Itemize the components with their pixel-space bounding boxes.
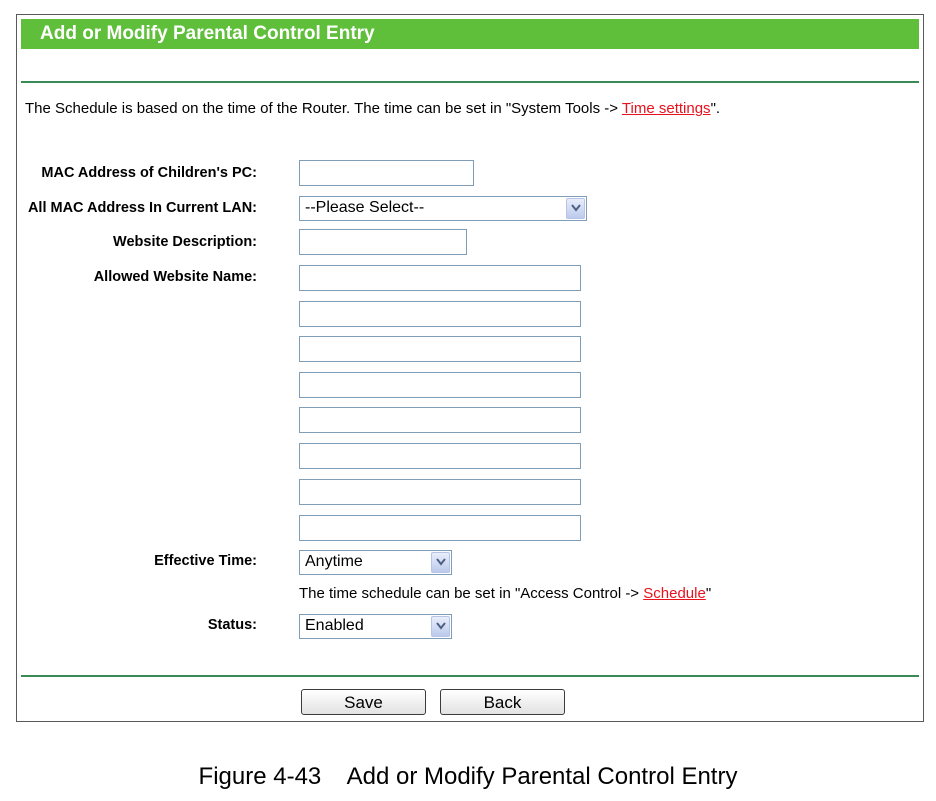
allowed-website-input-3[interactable] xyxy=(299,336,581,362)
time-settings-link[interactable]: Time settings xyxy=(621,100,711,117)
chevron-down-icon[interactable] xyxy=(431,552,450,573)
divider-top xyxy=(21,81,919,83)
info-suffix: ". xyxy=(710,100,721,117)
allowed-website-label: Allowed Website Name: xyxy=(93,269,257,285)
schedule-note-text xyxy=(299,585,711,602)
all-mac-label: All MAC Address In Current LAN: xyxy=(27,200,257,216)
status-label: Status: xyxy=(207,617,257,633)
back-button[interactable]: Back xyxy=(440,689,565,715)
chevron-down-icon[interactable] xyxy=(431,616,450,637)
divider-bottom xyxy=(21,675,919,677)
effective-time-select[interactable] xyxy=(299,550,452,575)
chevron-down-icon[interactable] xyxy=(566,198,585,219)
info-prefix: The Schedule is based on the time of the Router. The time can be set in "System Tools -> xyxy=(25,100,622,117)
effective-time-selected: Anytime xyxy=(305,553,363,570)
allowed-website-input-6[interactable] xyxy=(299,443,581,469)
website-description-label: Website Description: xyxy=(113,234,257,250)
all-mac-selected: --Please Select-- xyxy=(305,199,425,216)
allowed-website-input-4[interactable] xyxy=(299,372,581,398)
schedule-link[interactable]: Schedule xyxy=(643,585,706,602)
status-selected: Enabled xyxy=(305,617,364,634)
website-description-input[interactable] xyxy=(299,229,467,255)
allowed-website-input-8[interactable] xyxy=(299,515,581,541)
figure-caption: Figure 4-43 Add or Modify Parental Control Entry xyxy=(198,763,738,790)
allowed-website-input-7[interactable] xyxy=(299,479,581,505)
page-title: Add or Modify Parental Control Entry xyxy=(21,19,919,49)
mac-address-input[interactable] xyxy=(299,160,474,186)
schedule-info-text xyxy=(25,100,720,117)
status-select[interactable] xyxy=(299,614,452,639)
allowed-website-input-1[interactable] xyxy=(299,265,581,291)
note-prefix: The time schedule can be set in "Access Control -> xyxy=(299,585,644,602)
save-button[interactable]: Save xyxy=(301,689,426,715)
note-suffix: " xyxy=(705,585,712,602)
allowed-website-input-2[interactable] xyxy=(299,301,581,327)
all-mac-select[interactable] xyxy=(299,196,587,221)
effective-time-label: Effective Time: xyxy=(154,553,257,569)
mac-address-label: MAC Address of Children's PC: xyxy=(41,165,257,181)
allowed-website-input-5[interactable] xyxy=(299,407,581,433)
parental-control-panel xyxy=(16,14,924,722)
